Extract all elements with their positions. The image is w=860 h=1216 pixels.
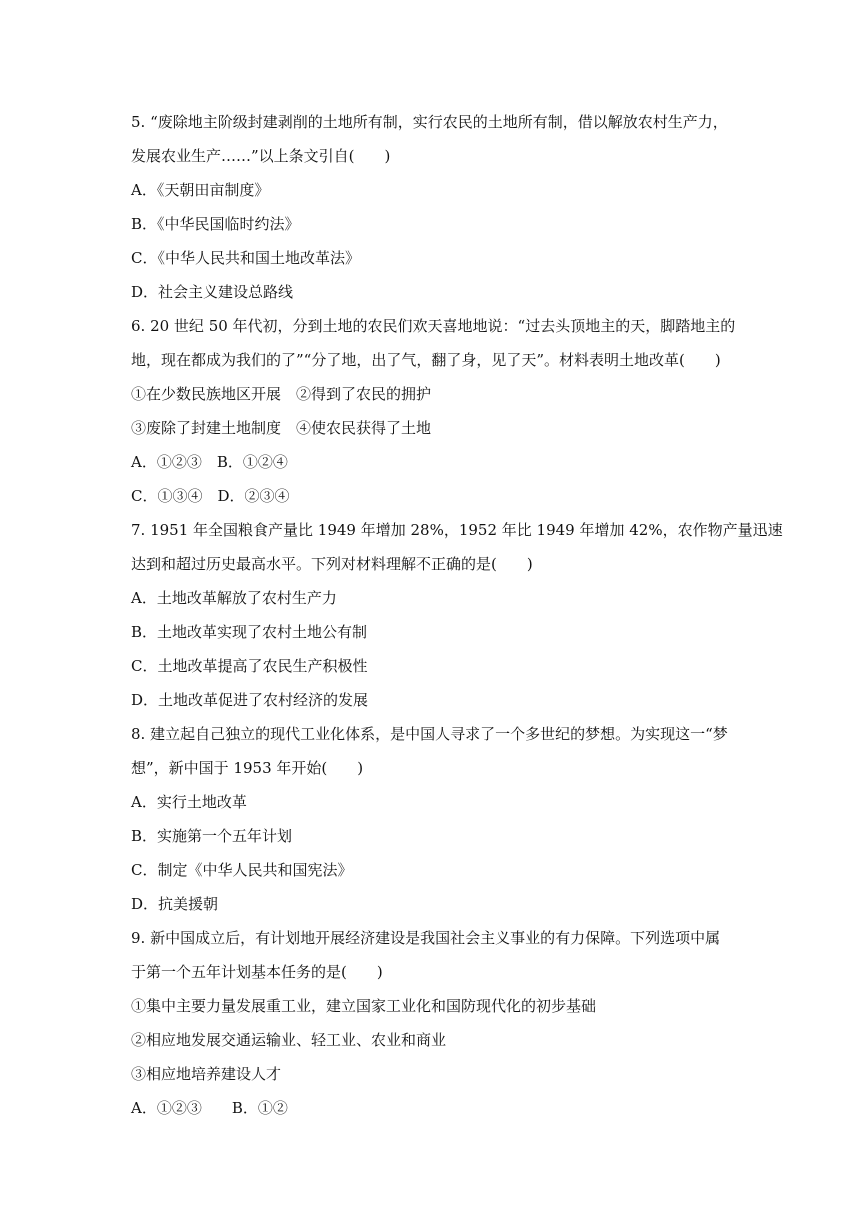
question-5-stem-line-2: 发展农业生产……”以上条文引自( )	[131, 147, 391, 165]
question-6-option-cd: C．①③④ D．②③④	[131, 487, 290, 505]
question-6-option-ab: A．①②③ B．①②④	[131, 453, 288, 471]
question-9-option-ab: A．①②③ B．①②	[131, 1099, 288, 1117]
question-7-option-b: B．土地改革实现了农村土地公有制	[131, 623, 368, 641]
question-5-stem-line-1: 5. “废除地主阶级封建剥削的土地所有制，实行农民的土地所有制，借以解放农村生产力，	[131, 113, 728, 131]
question-7-stem-line-2: 达到和超过历史最高水平。下列对材料理解不正确的是( )	[131, 555, 533, 573]
question-6-statement-2: ③废除了封建土地制度 ④使农民获得了土地	[131, 419, 432, 437]
question-5-option-b: B．《中华民国临时约法》	[131, 215, 300, 233]
question-6-stem-line-1: 6. 20 世纪 50 年代初，分到土地的农民们欢天喜地地说：“过去头顶地主的天，脚踏地主的	[131, 317, 736, 335]
question-7-option-a: A．土地改革解放了农村生产力	[131, 589, 337, 607]
question-7-option-c: C．土地改革提高了农民生产积极性	[131, 657, 368, 675]
question-6-statement-1: ①在少数民族地区开展 ②得到了农民的拥护	[131, 385, 432, 403]
question-8-option-a: A．实行土地改革	[131, 793, 247, 811]
question-5-option-a: A．《天朝田亩制度》	[131, 181, 270, 199]
question-7-option-d: D．土地改革促进了农村经济的发展	[131, 691, 369, 709]
question-8-stem-line-1: 8. 建立起自己独立的现代工业化体系，是中国人寻求了一个多世纪的梦想。为实现这一“梦	[131, 725, 728, 743]
question-9-stem-line-1: 9. 新中国成立后，有计划地开展经济建设是我国社会主义事业的有力保障。下列选项中属	[131, 929, 721, 947]
question-8-option-c: C．制定《中华人民共和国宪法》	[131, 861, 353, 879]
question-8-option-b: B．实施第一个五年计划	[131, 827, 293, 845]
question-8-stem-line-2: 想”，新中国于 1953 年开始( )	[131, 759, 364, 777]
question-9-statement-1: ①集中主要力量发展重工业，建立国家工业化和国防现代化的初步基础	[131, 997, 597, 1015]
question-9-stem-line-2: 于第一个五年计划基本任务的是( )	[131, 963, 383, 981]
question-9-statement-2: ②相应地发展交通运输业、轻工业、农业和商业	[131, 1031, 447, 1049]
question-5-option-c: C．《中华人民共和国土地改革法》	[131, 249, 360, 267]
question-8-option-d: D．抗美援朝	[131, 895, 219, 913]
question-6-stem-line-2: 地，现在都成为我们的了”“分了地，出了气，翻了身，见了天”。材料表明土地改革( )	[131, 351, 721, 369]
question-5-option-d: D．社会主义建设总路线	[131, 283, 294, 301]
question-9-statement-3: ③相应地培养建设人才	[131, 1065, 282, 1083]
question-7-stem-line-1: 7. 1951 年全国粮食产量比 1949 年增加 28%，1952 年比 1949 年增加 42%，农作物产量迅速	[131, 521, 783, 539]
